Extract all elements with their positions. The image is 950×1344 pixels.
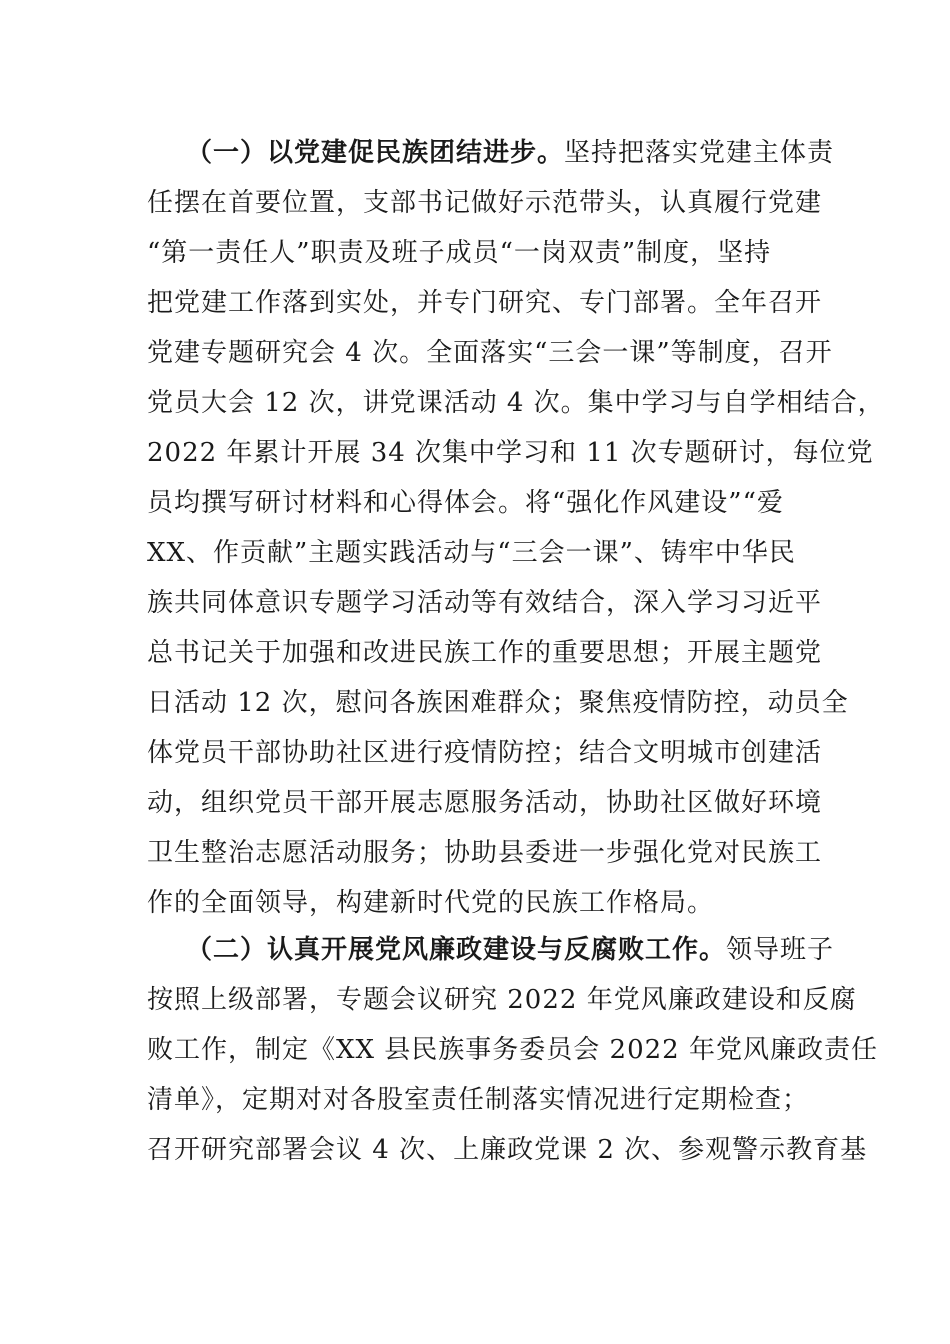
paragraph-line: 日活动 12 次，慰问各族困难群众；聚焦疫情防控，动员全	[147, 688, 849, 718]
paragraph-line: 败工作，制定《XX 县民族事务委员会 2022 年党风廉政责任	[147, 1035, 878, 1065]
paragraph-line: 动，组织党员干部开展志愿服务活动，协助社区做好环境	[147, 788, 823, 818]
section2-heading: （二）认真开展党风廉政建设与反腐败工作。	[186, 935, 727, 965]
paragraph-line: XX、作贡献”主题实践活动与“三会一课”、铸牢中华民	[147, 538, 796, 568]
paragraph-line: 把党建工作落到实处，并专门研究、专门部署。全年召开	[147, 288, 823, 318]
paragraph-line: 召开研究部署会议 4 次、上廉政党课 2 次、参观警示教育基	[147, 1135, 868, 1165]
paragraph-text: 领导班子	[726, 935, 835, 965]
paragraph-line: 员均撰写研讨材料和心得体会。将“强化作风建设”“爱	[147, 488, 784, 518]
paragraph-text: 坚持把落实党建主体责	[564, 138, 835, 168]
paragraph-line: 按照上级部署，专题会议研究 2022 年党风廉政建设和反腐	[147, 985, 857, 1015]
paragraph-line: 总书记关于加强和改进民族工作的重要思想；开展主题党	[147, 638, 823, 668]
paragraph-line: 体党员干部协助社区进行疫情防控；结合文明城市创建活	[147, 738, 823, 768]
paragraph-line: 党建专题研究会 4 次。全面落实“三会一课”等制度，召开	[147, 338, 833, 368]
section1-first-line	[186, 128, 835, 178]
paragraph-line: 作的全面领导，构建新时代党的民族工作格局。	[147, 888, 715, 918]
section2-first-line	[186, 925, 835, 975]
paragraph-line: 党员大会 12 次，讲党课活动 4 次。集中学习与自学相结合，	[147, 388, 885, 418]
paragraph-line: 2022 年累计开展 34 次集中学习和 11 次专题研讨，每位党	[147, 438, 874, 468]
paragraph-line: 任摆在首要位置，支部书记做好示范带头，认真履行党建	[147, 188, 823, 218]
paragraph-line: “第一责任人”职责及班子成员“一岗双责”制度，坚持	[147, 238, 772, 268]
paragraph-line: 族共同体意识专题学习活动等有效结合，深入学习习近平	[147, 588, 823, 618]
paragraph-line: 清单》，定期对对各股室责任制落实情况进行定期检查；	[147, 1085, 810, 1115]
paragraph-line: 卫生整治志愿活动服务；协助县委进一步强化党对民族工	[147, 838, 823, 868]
section1-heading: （一）以党建促民族团结进步。	[186, 138, 565, 168]
